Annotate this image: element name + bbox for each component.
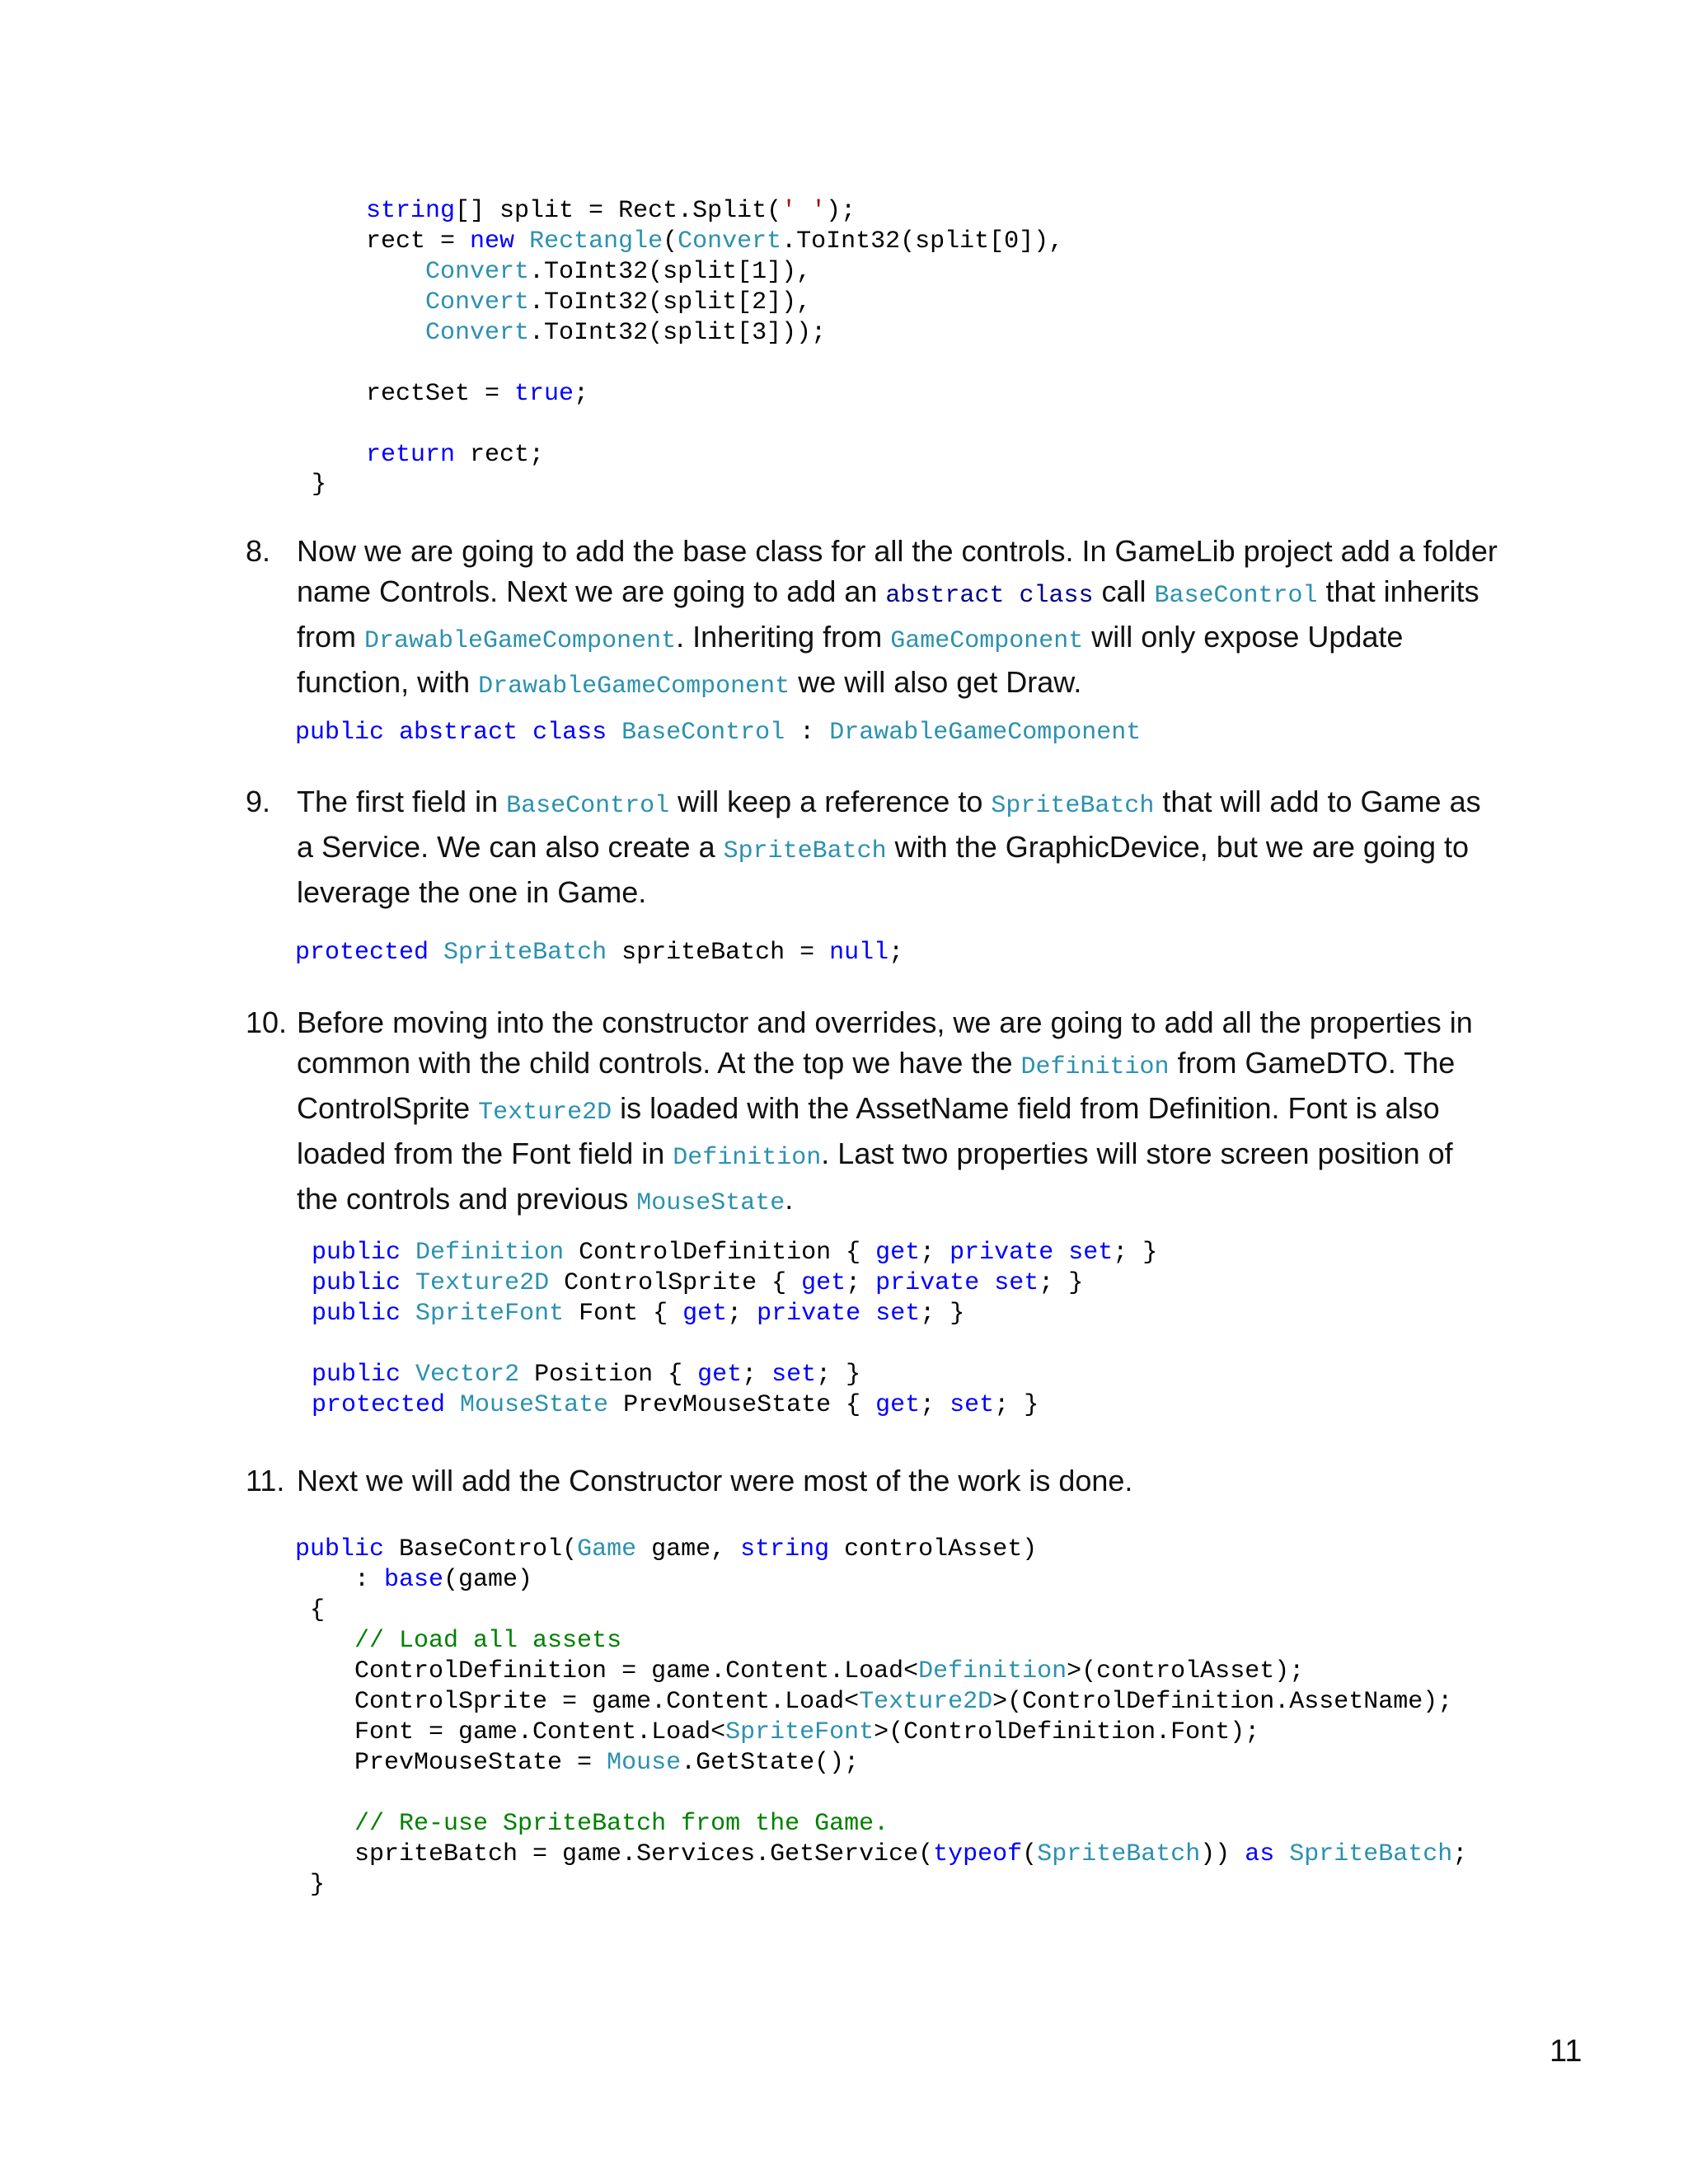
code-token: ; } [920,1300,965,1328]
code-token: ControlSprite { [549,1269,802,1297]
code-token: ; [742,1361,772,1389]
code-token [445,1391,460,1419]
code-token: public [312,1361,401,1389]
code-token [607,719,621,747]
code-token: set [1068,1239,1114,1267]
code-token: typeof [933,1840,1023,1868]
code-token: ( [663,227,678,255]
code-token: ; } [994,1391,1039,1419]
code-token: set [771,1361,817,1389]
text-run: Before moving into the constructor and overrides, we are going to add all the properties in common with the child controls. At the top we have the [297,1005,1473,1080]
code-token: (game) [443,1566,533,1594]
step-number: 10. [246,1005,288,1039]
code-token: get [875,1239,921,1267]
code-token: : [785,719,830,747]
code-token: SpriteBatch [1289,1840,1453,1868]
code-token [1053,1239,1068,1267]
code-constructor [295,1535,1467,1900]
code-token: Texture2D [415,1269,550,1297]
code-token: : [295,1566,385,1594]
code-token: rect; [455,441,545,469]
inline-code: DrawableGameComponent [364,627,677,655]
code-token: base [384,1566,444,1594]
text-run: will keep a reference to [669,785,992,818]
code-token: string [366,197,456,225]
code-token [366,319,425,347]
code-token: MouseState [460,1391,609,1419]
code-token: null [829,939,889,967]
code-token: rectSet = [366,380,515,408]
code-token: protected [312,1391,446,1419]
code-token: PrevMouseState { [608,1391,876,1419]
inline-code: Definition [1020,1053,1170,1081]
code-token: .ToInt32(split[2]), [529,288,812,316]
code-token: get [682,1300,728,1328]
code-token: // Re-use SpriteBatch from the Game. [354,1810,889,1838]
step-number: 11. [246,1464,285,1497]
code-token: abstract [399,719,518,747]
code-token: return [366,441,456,469]
code-token [366,288,425,316]
text-run: is loaded with the AssetName field from Definition. Font is also loaded from the Font field in [297,1091,1440,1170]
code-token: >(ControlDefinition.AssetName); [992,1688,1453,1716]
page-number: 11 [1550,2034,1582,2069]
code-token [518,719,532,747]
code-token: Vector2 [415,1361,520,1389]
text-run: Next we will add the Constructor were most of the work is done. [297,1464,1133,1497]
code-token: } [295,1871,326,1899]
code-token: spriteBatch = [607,939,830,967]
code-token [401,1239,415,1267]
step-text [297,1460,1498,1501]
code-token [860,1300,875,1328]
text-run: call [1093,574,1155,608]
code-token: .ToInt32(split[3])); [529,319,827,347]
code-token [384,719,399,747]
code-token: SpriteFont [415,1300,565,1328]
code-token: ; [920,1391,950,1419]
code-token: controlAsset) [829,1535,1038,1563]
code-token: >(ControlDefinition.Font); [874,1718,1260,1746]
code-properties [312,1238,1157,1421]
code-token: get [875,1391,921,1419]
code-token: public [295,1535,385,1563]
inline-code: abstract class [885,582,1094,610]
code-token: BaseControl [621,719,785,747]
code-token: Font = game.Content.Load< [295,1718,726,1746]
inline-code: BaseControl [1154,582,1318,610]
text-run: we will also get Draw. [790,665,1082,699]
code-token: .ToInt32(split[0]), [781,227,1064,255]
code-token: .GetState(); [681,1749,860,1777]
code-class-declaration [295,718,1141,748]
code-token: Definition [415,1239,565,1267]
code-token [401,1300,415,1328]
code-token: ControlSprite = game.Content.Load< [295,1688,860,1716]
inline-code: GameComponent [890,627,1084,655]
inline-code: Texture2D [478,1099,612,1127]
inline-code: Definition [673,1144,822,1172]
code-token: ; [920,1239,950,1267]
code-token: game, [636,1535,741,1563]
text-run: that inherits from [297,574,1479,654]
code-token: Definition [918,1657,1067,1685]
code-token: DrawableGameComponent [829,719,1142,747]
code-token: PrevMouseState = [295,1749,607,1777]
code-token: )) [1200,1840,1245,1868]
code-token: public [312,1269,401,1297]
code-token: set [950,1391,995,1419]
step-text [297,531,1498,707]
step-8 [246,531,1498,707]
inline-code: SpriteBatch [723,837,887,865]
code-token: SpriteFont [725,1718,874,1746]
code-token: Position { [519,1361,698,1389]
text-run: The first field in [297,785,507,818]
code-token: private [875,1269,980,1297]
code-token: set [994,1269,1039,1297]
code-token: ' ' [781,197,827,225]
step-10 [246,1002,1498,1224]
code-token: class [532,719,607,747]
text-run: Now we are going to add the base class for all the controls. In GameLib project add a folder name Controls. Next we are going to add an [297,534,1498,608]
code-token: public [312,1300,401,1328]
code-token: Convert [425,288,530,316]
inline-code: DrawableGameComponent [478,673,790,701]
code-token: [] split = Rect.Split( [455,197,782,225]
inline-code: MouseState [636,1189,785,1217]
code-token [401,1361,415,1389]
text-run: from GameDTO. The ControlSprite [297,1046,1456,1125]
code-token [1274,1840,1289,1868]
code-token: ; } [816,1361,861,1389]
code-token: Convert [678,227,782,255]
code-token: // Load all assets [354,1627,622,1655]
code-token [429,939,443,967]
code-token: >(controlAsset); [1067,1657,1305,1685]
code-token: ; [889,939,904,967]
code-token [295,1810,354,1838]
step-9 [246,781,1498,912]
code-token: ; [1452,1840,1468,1868]
code-token: new [470,227,515,255]
code-token: protected [295,939,429,967]
text-run: with the GraphicDevice, but we are going to leverage the one in Game. [297,830,1470,909]
code-token [979,1269,994,1297]
text-run: . Last two properties will store screen position of the controls and previous [297,1137,1453,1216]
code-token: { [295,1596,326,1624]
code-token: ( [1022,1840,1038,1868]
code-block-rect-parsing [366,196,1063,471]
code-token: Texture2D [859,1688,993,1716]
code-token: ControlDefinition { [564,1239,876,1267]
code-token: string [740,1535,830,1563]
code-token: SpriteBatch [443,939,607,967]
code-token: Mouse [607,1749,682,1777]
code-token: SpriteBatch [1037,1840,1201,1868]
code-token: get [801,1269,846,1297]
step-text [297,1002,1498,1224]
text-run: . [785,1182,794,1216]
code-token: private [950,1239,1054,1267]
code-token: true [514,380,574,408]
code-token: ); [826,197,856,225]
code-token: as [1245,1840,1275,1868]
code-token [401,1269,415,1297]
code-token: set [875,1300,921,1328]
code-token [514,227,529,255]
inline-code: SpriteBatch [991,792,1155,820]
code-token: ; } [1039,1269,1084,1297]
inline-code: BaseControl [506,792,670,820]
text-run: will only expose Update function, with [297,620,1404,699]
code-token: spriteBatch = game.Services.GetService( [295,1840,934,1868]
code-block-closing-brace: } [312,471,327,499]
code-token [295,1627,354,1655]
code-token [366,258,425,286]
step-11 [246,1460,1498,1501]
code-token: Convert [425,258,530,286]
code-token: Game [577,1535,637,1563]
code-token: Convert [425,319,530,347]
code-token: public [312,1239,401,1267]
code-token: rect = [366,227,471,255]
code-token: ; [846,1269,876,1297]
code-token: get [697,1361,743,1389]
code-token: ; [574,380,589,408]
code-token: .ToInt32(split[1]), [529,258,812,286]
text-run: . Inheriting from [676,620,891,654]
code-token: public [295,719,385,747]
code-token: Rectangle [529,227,663,255]
step-number: 8. [246,534,271,568]
step-text [297,781,1498,912]
code-token: BaseControl( [384,1535,578,1563]
code-field-declaration [295,938,903,968]
code-token: private [757,1300,861,1328]
step-number: 9. [246,785,271,818]
code-token: Font { [564,1300,683,1328]
code-token: ; } [1113,1239,1158,1267]
code-token: ; [727,1300,757,1328]
text-run: that will add to Game as a Service. We can also create a [297,785,1481,864]
code-token: ControlDefinition = game.Content.Load< [295,1657,919,1685]
